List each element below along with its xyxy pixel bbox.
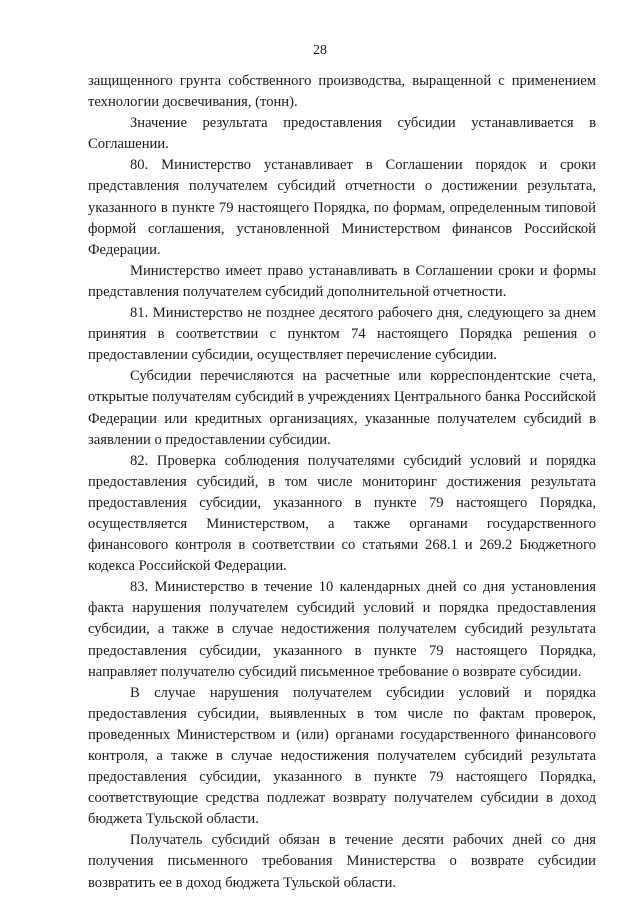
paragraph: Получатель субсидий обязан в течение десяти рабочих дней со дня получения письменного требования Министерства о возврате субсидии возвратить ее в доход бюджета Тульской области. <box>88 832 596 891</box>
paragraph: В случае нарушения получателем субсидии условий и порядка предоставления субсидии, выявленных в том числе по фактам проверок, проведенных Министерством и (или) органами государственного финансового контроля, а также в случае недостижения получателем субсидий результата предоставления субсидии, указанного в пункте 79 настоящего Порядка, соответствующие средства подлежат возврату получателем субсидии в доход бюджета Тульской области. <box>88 684 596 828</box>
paragraph: Значение результата предоставления субсидии устанавливается в Соглашении. <box>88 115 596 153</box>
paragraph: Субсидии перечисляются на расчетные или корреспондентские счета, открытые получателям субсидий в учреждениях Центрального банка Российской Федерации или кредитных организациях, указанные получателем субсидий в заявлении о предоставлении субсидии. <box>88 368 596 448</box>
paragraph: Министерство имеет право устанавливать в Соглашении сроки и формы представления получателем субсидий дополнительной отчетности. <box>88 262 596 300</box>
page-number: 28 <box>313 43 327 58</box>
paragraph: 81. Министерство не позднее десятого рабочего дня, следующего за днем принятия в соответствии с пунктом 74 настоящего Порядка решения о предоставлении субсидии, осуществляет перечисление субсидии. <box>88 305 596 364</box>
paragraph: 83. Министерство в течение 10 календарных дней со дня установления факта нарушения получателем субсидий условий и порядка предоставления субсидии, а также в случае недостижения получателем субсидий результата предоставления субсидии, указанного в пункте 79 настоящего Порядка, направляет получателю субсидий письменное требование о возврате субсидии. <box>88 579 596 680</box>
paragraph: 80. Министерство устанавливает в Соглашении порядок и сроки представления получателем субсидий отчетности о достижении результата, указанного в пункте 79 настоящего Порядка, по формам, определенным типовой формой соглашения, установленной Министерством финансов Российской Федерации. <box>88 157 596 258</box>
paragraph: 82. Проверка соблюдения получателями субсидий условий и порядка предоставления субсидий, в том числе мониторинг достижения результата предоставления субсидии, указанного в пункте 79 настоящего Порядка, осуществляется Министерством, а также органами государственного финансового контроля в соответствии со статьями 268.1 и 269.2 Бюджетного кодекса Российской Федерации. <box>88 452 596 575</box>
document-body <box>88 71 596 894</box>
paragraph: защищенного грунта собственного производства, выращенной с применением технологии досвечивания, (тонн). <box>88 73 596 111</box>
